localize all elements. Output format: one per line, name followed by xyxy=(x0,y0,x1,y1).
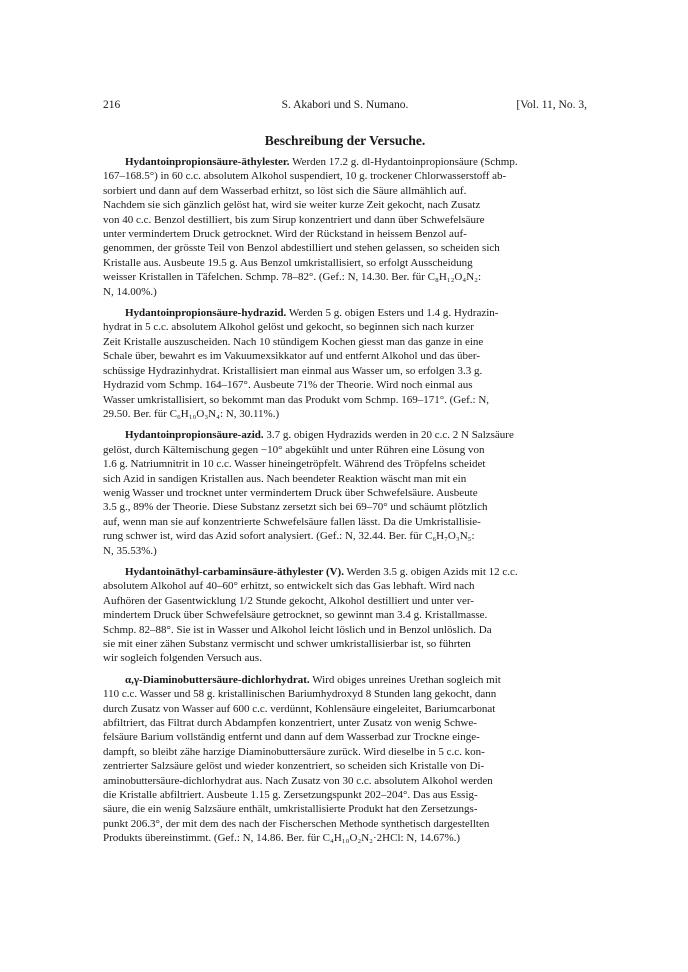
line-text: Schale über, bewahrt es im Vakuumexsikkator auf und entfernt Alkohol und das über- xyxy=(103,350,481,363)
text-line xyxy=(103,745,587,759)
page-number: 216 xyxy=(103,99,121,111)
line-text: 1.6 g. Natriumnitrit in 10 c.c. Wasser hineingetröpfelt. Während des Tröpfelns scheidet xyxy=(103,458,486,471)
line-text: sie mit einer zähen Substanz vermischt und schwer umkristallisierbar ist, so führten xyxy=(103,638,471,650)
line-text: die Kristalle abfiltriert. Ausbeute 1.15 g. Zersetzungspunkt 202–204°. Das aus Essig- xyxy=(103,789,478,802)
experiment-paragraph xyxy=(103,565,587,666)
line-text: wir sogleich folgenden Versuch aus. xyxy=(103,652,262,665)
text-line xyxy=(103,169,587,183)
line-text: sorbiert und dann auf dem Wasserbad erhitzt, so löst sich die Säure allmählich auf. xyxy=(103,184,467,197)
line-text: durch Zusatz von Wasser auf 600 c.c. verdünnt, Kohlensäure eingeleitet, Bariumcarbonat xyxy=(103,702,496,715)
text-line xyxy=(103,529,587,543)
text-line xyxy=(103,673,587,687)
volume-info: [Vol. 11, No. 3, xyxy=(516,99,587,111)
line-text: dampft, so bleibt zähe harzige Diaminobuttersäure zurück. Wird dieselbe in 5 c.c. kon- xyxy=(103,745,485,758)
line-text: Zeit Kristalle auszuscheiden. Nach 10 stündigem Kochen giesst man das ganze in eine xyxy=(103,335,484,348)
compound-heading: Hydantoinpropionsäure-hydrazid. xyxy=(125,307,287,320)
text-line xyxy=(103,155,587,169)
line-text: Nachdem sie sich gänzlich gelöst hat, wird sie weiter kurze Zeit gekocht, nach Zusatz xyxy=(103,199,481,212)
line-text: N, 35.53%.) xyxy=(103,544,157,557)
experiment-paragraph xyxy=(103,155,587,299)
text-line xyxy=(103,565,587,579)
line-text: mindertem Druck über Schwefelsäure getrocknet, so gewinnt man 3.4 g. Kristallmasse. xyxy=(103,609,488,622)
line-text: aminobuttersäure-dichlorhydrat aus. Nach Zusatz von 30 c.c. absolutem Alkohol werden xyxy=(103,774,493,787)
line-text: 167–168.5°) in 60 c.c. absolutem Alkohol suspendiert, 10 g. trockener Chlorwasserstoff ab- xyxy=(103,170,507,183)
text-line xyxy=(103,335,587,349)
line-text: gelöst, durch Kältemischung gegen −10° abgekühlt und unter Rühren eine Lösung von xyxy=(103,443,485,456)
text-line xyxy=(103,428,587,442)
text-line xyxy=(103,608,587,622)
text-line xyxy=(103,457,587,471)
line-text: Schmp. 82–88°. Sie ist in Wasser und Alkohol leicht löslich und in Benzol unlöslich. Da xyxy=(103,623,492,636)
text-line xyxy=(103,320,587,334)
line-text: felsäure Barium vollständig entfernt und dann auf dem Wasserbad zur Trockne einge- xyxy=(103,731,480,744)
article-body xyxy=(103,155,587,853)
text-line xyxy=(103,500,587,514)
line-text: säure, die ein wenig Salzsäure enthält, umkristallisierte Produkt hat den Zersetzungs- xyxy=(103,803,478,816)
text-line xyxy=(103,716,587,730)
text-line xyxy=(103,378,587,392)
compound-heading: α,γ-Diaminobuttersäure-dichlorhydrat. xyxy=(125,673,310,686)
section-title: Beschreibung der Versuche. xyxy=(264,133,426,148)
line-text: Produkts übereinstimmt. (Gef.: N, 14.86. Ber. für C₄H₁₀O₂N₂·2HCl: N, 14.67%.) xyxy=(103,832,461,845)
text-line xyxy=(103,637,587,651)
text-line xyxy=(103,544,587,558)
compound-heading: Hydantoinäthyl-carbaminsäure-äthylester (V). xyxy=(125,565,344,578)
line-text: punkt 206.3°, der mit dem des nach der Fischerschen Methode synthetisch dargestellten xyxy=(103,817,490,830)
text-line xyxy=(103,443,587,457)
text-line xyxy=(103,817,587,831)
experiment-paragraph xyxy=(103,306,587,421)
text-line xyxy=(103,306,587,320)
line-text: zentrierter Salzsäure gelöst und wieder konzentriert, so scheiden sich Kristalle von Di- xyxy=(103,760,485,773)
line-text: absolutem Alkohol auf 40–60° erhitzt, so entwickelt sich das Gas lebhaft. Wird nach xyxy=(103,580,475,593)
text-line xyxy=(103,759,587,773)
text-line xyxy=(103,241,587,255)
line-text: Aufhören der Gasentwicklung 1/2 Stunde gekocht, Alkohol destilliert und unter ver- xyxy=(103,594,474,607)
text-line xyxy=(103,364,587,378)
text-line xyxy=(103,227,587,241)
text-line xyxy=(103,184,587,198)
line-text: Werden 17.2 g. dl-Hydantoinpropionsäure (Schmp. xyxy=(289,156,518,168)
experiment-paragraph xyxy=(103,428,587,558)
text-line xyxy=(103,730,587,744)
line-text: abfiltriert, das Filtrat durch Abdampfen konzentriert, unter Zusatz von wenig Schwe- xyxy=(103,717,477,730)
line-text: 29.50. Ber. für C₆H₁₀O₃N₄: N, 30.11%.) xyxy=(103,407,280,420)
text-line xyxy=(103,579,587,593)
compound-heading: Hydantoinpropionsäure-äthylester. xyxy=(125,156,290,168)
running-authors: S. Akabori und S. Numano. xyxy=(281,99,409,111)
line-text: Werden 3.5 g. obigen Azids mit 12 c.c. xyxy=(343,565,518,578)
line-text: hydrat in 5 c.c. absolutem Alkohol gelöst und gekocht, so beginnen sich nach kurzer xyxy=(103,321,474,334)
text-line xyxy=(103,472,587,486)
text-line xyxy=(103,788,587,802)
text-line xyxy=(103,393,587,407)
line-text: schüssige Hydrazinhydrat. Kristallisiert man einmal aus Wasser um, so erfolgen 3.3 g. xyxy=(103,364,483,377)
compound-heading: Hydantoinpropionsäure-azid. xyxy=(125,429,264,442)
line-text: weisser Kristallen in Täfelchen. Schmp. 78–82°. (Gef.: N, 14.30. Ber. für C₈H₁₂O₄N₂: xyxy=(103,271,482,284)
text-line xyxy=(103,270,587,284)
line-text: von 40 c.c. Benzol destilliert, bis zum Sirup konzentriert und dann über Schwefelsäure xyxy=(103,213,485,226)
experiment-paragraph xyxy=(103,673,587,846)
text-line xyxy=(103,623,587,637)
line-text: Wasser umkristallisiert, so bekommt man das Produkt vom Schmp. 169–171°. (Gef.: N, xyxy=(103,393,490,406)
line-text: Wird obiges unreines Urethan sogleich mit xyxy=(309,673,501,686)
running-header xyxy=(103,97,587,113)
text-line xyxy=(103,285,587,299)
text-line xyxy=(103,515,587,529)
line-text: 3.5 g., 89% der Theorie. Diese Substanz zersetzt sich bei 69–70° und schäumt plötzlich xyxy=(103,501,488,514)
line-text: sich Azid in sandigen Kristallen aus. Nach beendeter Reaktion wäscht man mit ein xyxy=(103,472,467,485)
text-line xyxy=(103,198,587,212)
line-text: unter vermindertem Druck getrocknet. Wird der Rückstand in heissem Benzol auf- xyxy=(103,228,467,241)
text-line xyxy=(103,802,587,816)
line-text: N, 14.00%.) xyxy=(103,285,157,298)
text-line xyxy=(103,651,587,665)
line-text: genommen, der grösste Teil von Benzol abdestilliert und stehen gelassen, so scheiden sich xyxy=(103,242,500,255)
line-text: Hydrazid vom Schmp. 164–167°. Ausbeute 71% der Theorie. Wird noch einmal aus xyxy=(103,379,473,392)
text-line xyxy=(103,256,587,270)
line-text: Werden 5 g. obigen Esters und 1.4 g. Hydrazin- xyxy=(286,307,499,320)
text-line xyxy=(103,407,587,421)
text-line xyxy=(103,349,587,363)
line-text: rung schwer ist, wird das Azid sofort analysiert. (Gef.: N, 32.44. Ber. für C₆H₇O₃N₅: xyxy=(103,530,475,543)
text-line xyxy=(103,594,587,608)
text-line xyxy=(103,702,587,716)
line-text: Kristalle aus. Ausbeute 19.5 g. Aus Benzol umkristallisiert, so erfolgt Ausscheidung xyxy=(103,256,473,269)
text-line xyxy=(103,486,587,500)
text-line xyxy=(103,213,587,227)
line-text: auf, wenn man sie auf konzentrierte Schwefelsäure fallen lässt. Da die Umkristallisie- xyxy=(103,515,481,528)
line-text: 3.7 g. obigen Hydrazids werden in 20 c.c. 2 N Salzsäure xyxy=(263,429,514,442)
line-text: 110 c.c. Wasser und 58 g. kristallinischen Bariumhydroxyd 8 Stunden lang gekocht, dann xyxy=(103,688,497,701)
text-line xyxy=(103,831,587,845)
text-line xyxy=(103,687,587,701)
text-line xyxy=(103,774,587,788)
line-text: wenig Wasser und trocknet unter vermindertem Druck über Schwefelsäure. Ausbeute xyxy=(103,486,478,499)
